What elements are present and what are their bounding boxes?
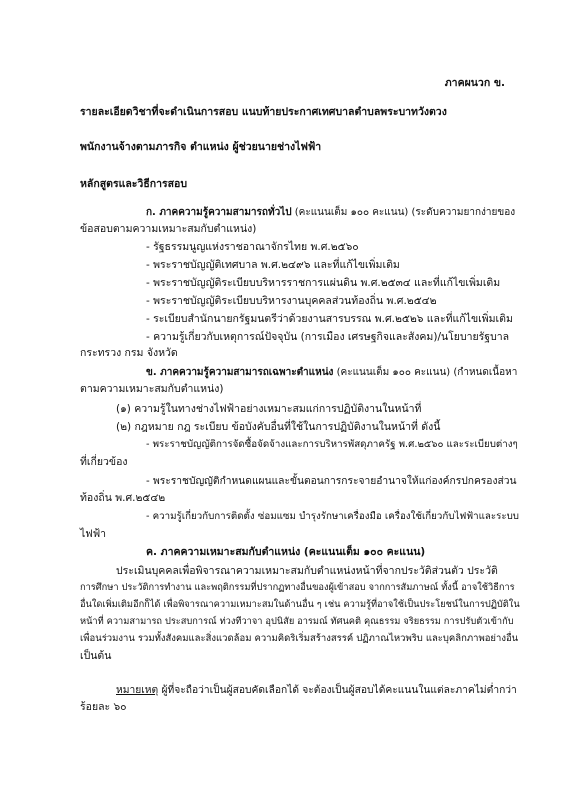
- part-b-item-2: (๒) กฎหมาย กฎ ระเบียบ ข้อบังคับอื่นที่ใช้ในการปฏิบัติงานในหน้าที่ ดังนี้: [116, 421, 441, 433]
- part-c-line: เป็นต้น: [80, 650, 112, 662]
- curriculum-heading: หลักสูตรและวิธีการสอบ: [80, 178, 187, 190]
- part-a-continuation: ข้อสอบตามความเหมาะสมกับตำแหน่ง): [80, 223, 257, 235]
- part-b-sub-item-1: - พระราชบัญญัติการจัดซื้อจัดจ้างและการบริหารพัสดุภาครัฐ พ.ศ.๒๕๖๐ และระเบียบต่างๆ: [146, 439, 518, 450]
- part-b-heading-line: [146, 366, 517, 380]
- part-a-item: - ระเบียบสำนักนายกรัฐมนตรีว่าด้วยงานสารบรรณ พ.ศ.๒๕๒๖ และที่แก้ไขเพิ่มเติม: [146, 313, 513, 325]
- part-b-sub-item-1-cont: ที่เกี่ยวข้อง: [80, 456, 128, 468]
- part-b-heading: ข. ภาคความรู้ความสามารถเฉพาะตำแหน่ง: [146, 367, 334, 378]
- part-c-heading: ค. ภาคความเหมาะสมกับตำแหน่ง (คะแนนเต็ม ๑๐๐ คะแนน): [146, 546, 426, 558]
- part-a-item: - พระราชบัญญัติระเบียบบริหารราชการแผ่นดิน พ.ศ.๒๕๓๔ และที่แก้ไขเพิ่มเติม: [146, 277, 501, 289]
- part-a-heading-line: [146, 206, 515, 220]
- part-a-item: - พระราชบัญญัติเทศบาล พ.ศ.๒๔๙๖ และที่แก้ไขเพิ่มเติม: [146, 259, 400, 271]
- position-line: พนักงานจ้างตามภารกิจ ตำแหน่ง ผู้ช่วยนายช่างไฟฟ้า: [80, 141, 322, 153]
- note-line: [116, 683, 517, 697]
- part-b-continuation: ตามความเหมาะสมกับตำแหน่ง): [80, 383, 224, 395]
- part-c-line: การศึกษา ประวัติการทำงาน และพฤติกรรมที่ปรากฏทางอื่นของผู้เข้าสอบ จากการสัมภาษณ์ ทั้งนี้ อาจใช้วิธีการ: [80, 582, 515, 593]
- part-a-last-continuation: กระทรวง กรม จังหวัด: [80, 347, 178, 359]
- part-a-heading: ก. ภาคความรู้ความสามารถทั่วไป: [146, 207, 292, 218]
- part-b-heading-rest: (คะแนนเต็ม ๑๐๐ คะแนน) (กำหนดเนื้อหา: [336, 367, 518, 378]
- part-a-item: - ความรู้เกี่ยวกับเหตุการณ์ปัจจุบัน (การเมือง เศรษฐกิจและสังคม)/นโยบายรัฐบาล: [146, 331, 510, 343]
- annex-label: ภาคผนวก ข.: [444, 77, 505, 89]
- part-b-sub-item-2-cont: ท้องถิ่น พ.ศ.๒๕๔๒: [80, 492, 166, 504]
- document-title: รายละเอียดวิชาที่จะดำเนินการสอบ แนบท้ายประกาศเทศบาลตำบลพระบาทวังตวง: [80, 106, 447, 118]
- part-b-item-1: (๑) ความรู้ในทางช่างไฟฟ้าอย่างเหมาะสมแก่การปฏิบัติงานในหน้าที่: [116, 403, 422, 415]
- note-text: ผู้ที่จะถือว่าเป็นผู้สอบคัดเลือกได้ จะต้องเป็นผู้สอบได้คะแนนในแต่ละภาคไม่ต่ำกว่า: [158, 684, 517, 696]
- part-a-item: - รัฐธรรมนูญแห่งราชอาณาจักรไทย พ.ศ.๒๕๖๐: [146, 241, 359, 253]
- part-b-sub-item-3-cont: ไฟฟ้า: [80, 528, 107, 540]
- part-c-line: ประเมินบุคคลเพื่อพิจารณาความเหมาะสมกับตำแหน่งหน้าที่จากประวัติส่วนตัว ประวัติ: [116, 565, 498, 577]
- part-c-line: อื่นใดเพิ่มเติมอีกก็ได้ เพื่อพิจารณาความเหมาะสมในด้านอื่น ๆ เช่น ความรู้ที่อาจใช้เป็นประโยชน์ในการปฏิบัติใน: [80, 599, 520, 610]
- part-c-line: เพื่อนร่วมงาน รวมทั้งสังคมและสิ่งแวดล้อม ความคิดริเริ่มสร้างสรรค์ ปฏิภาณไหวพริบ และบุคลิกภาพอย่างอื่น: [80, 633, 519, 644]
- part-a-item: - พระราชบัญญัติระเบียบบริหารงานบุคคลส่วนท้องถิ่น พ.ศ.๒๕๔๒: [146, 295, 437, 307]
- part-b-sub-item-3: - ความรู้เกี่ยวกับการติดตั้ง ซ่อมแซม บำรุงรักษาเครื่องมือ เครื่องใช้เกี่ยวกับไฟฟ้าและระบบ: [146, 511, 519, 522]
- part-a-heading-rest: (คะแนนเต็ม ๑๐๐ คะแนน) (ระดับความยากง่ายของ: [294, 207, 516, 218]
- part-c-line: หน้าที่ ความสามารถ ประสบการณ์ ท่วงทีวาจา อุปนิสัย อารมณ์ ทัศนคติ คุณธรรม จริยธรรม การปรับตัวเข้ากับ: [80, 616, 514, 627]
- note-continuation: ร้อยละ ๖๐: [80, 701, 127, 713]
- note-label: หมายเหตุ: [116, 684, 159, 696]
- part-b-sub-item-2: - พระราชบัญญัติกำหนดแผนและขั้นตอนการกระจายอำนาจให้แก่องค์กรปกครองส่วน: [146, 475, 517, 487]
